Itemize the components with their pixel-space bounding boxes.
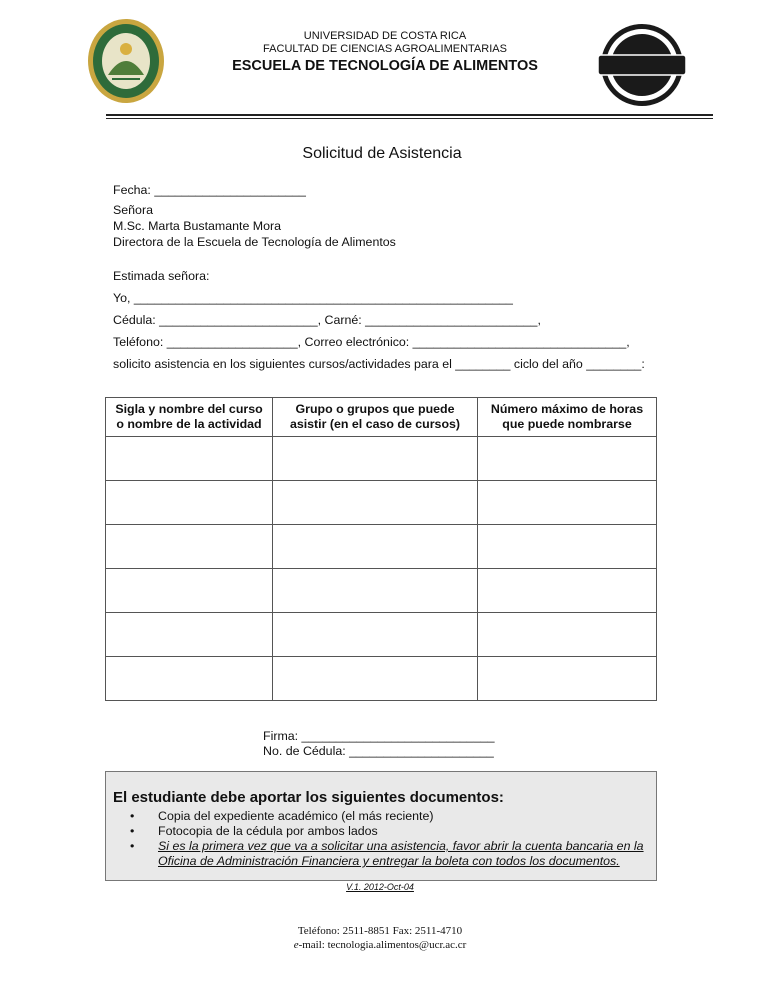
table-cell[interactable]	[478, 437, 657, 481]
school-name: ESCUELA DE TECNOLOGÍA DE ALIMENTOS	[232, 58, 538, 74]
table-cell[interactable]	[273, 657, 478, 701]
table-cell[interactable]	[106, 569, 273, 613]
header-divider	[106, 114, 713, 116]
signature-field-line[interactable]: Firma: ____________________________	[263, 729, 495, 743]
table-cell[interactable]	[273, 569, 478, 613]
bullet-icon: •	[130, 809, 135, 823]
table-cell[interactable]	[478, 569, 657, 613]
addressee-title: Directora de la Escuela de Tecnología de Alimentos	[113, 235, 396, 249]
bullet-icon: •	[130, 824, 135, 838]
phone-email-field-line[interactable]: Teléfono: ___________________, Correo electrónico: _______________________________,	[113, 335, 630, 349]
table-cell[interactable]	[106, 613, 273, 657]
footer-email	[240, 939, 520, 951]
table-row	[106, 569, 657, 613]
column-header-course: Sigla y nombre del curso o nombre de la actividad	[106, 398, 273, 437]
header-divider-thin	[106, 118, 713, 119]
salutation: Señora	[113, 203, 153, 217]
university-seal-logo	[86, 17, 166, 105]
faculty-name: FACULTAD DE CIENCIAS AGROALIMENTARIAS	[263, 43, 507, 55]
table-cell[interactable]	[106, 525, 273, 569]
table-cell[interactable]	[478, 525, 657, 569]
table-cell[interactable]	[273, 613, 478, 657]
column-header-hours: Número máximo de horas que puede nombrarse	[478, 398, 657, 437]
signature-id-field-line[interactable]: No. de Cédula: _____________________	[263, 744, 494, 758]
table-row	[106, 613, 657, 657]
table-row	[106, 481, 657, 525]
table-row	[106, 525, 657, 569]
addressee-name: M.Sc. Marta Bustamante Mora	[113, 219, 282, 233]
greeting: Estimada señora:	[113, 269, 210, 283]
column-header-groups: Grupo o grupos que puede asistir (en el caso de cursos)	[273, 398, 478, 437]
table-cell[interactable]	[106, 437, 273, 481]
list-item: Si es la primera vez que va a solicitar una asistencia, favor abrir la cuenta bancaria en la	[158, 839, 644, 853]
version-label: V.1. 2012-Oct-04	[346, 882, 414, 892]
name-field-line[interactable]: Yo, _______________________________________________________	[113, 291, 513, 305]
list-item: Copia del expediente académico (el más reciente)	[158, 809, 434, 823]
table-cell[interactable]	[478, 657, 657, 701]
list-item-continued: Oficina de Administración Financiera y entregar la boleta con todos los documentos.	[158, 854, 620, 868]
table-cell[interactable]	[273, 481, 478, 525]
footer-email-text: -mail: tecnologia.alimentos@ucr.ac.cr	[298, 939, 467, 951]
table-cell[interactable]	[478, 481, 657, 525]
table-cell[interactable]	[106, 657, 273, 701]
footer-email-prefix: e	[293, 939, 299, 951]
table-row	[106, 657, 657, 701]
bullet-icon: •	[130, 839, 135, 853]
table-header-row	[106, 398, 657, 437]
courses-table	[105, 397, 657, 701]
table-cell[interactable]	[106, 481, 273, 525]
table-cell[interactable]	[273, 437, 478, 481]
table-row	[106, 437, 657, 481]
id-carne-field-line[interactable]: Cédula: _______________________, Carné: _________________________,	[113, 313, 541, 327]
list-item: Fotocopia de la cédula por ambos lados	[158, 824, 378, 838]
request-statement-line[interactable]: solicito asistencia en los siguientes cursos/actividades para el ________ ciclo del año ________:	[113, 357, 645, 371]
date-field-line[interactable]: Fecha: ______________________	[113, 183, 306, 197]
page-title: Solicitud de Asistencia	[302, 145, 462, 162]
footer-phone-fax: Teléfono: 2511-8851 Fax: 2511-4710	[297, 925, 463, 937]
table-cell[interactable]	[478, 613, 657, 657]
required-documents-title: El estudiante debe aportar los siguientes documentos:	[113, 789, 504, 806]
accreditation-badge-logo	[598, 22, 686, 108]
table-cell[interactable]	[273, 525, 478, 569]
university-name: UNIVERSIDAD DE COSTA RICA	[303, 30, 467, 42]
